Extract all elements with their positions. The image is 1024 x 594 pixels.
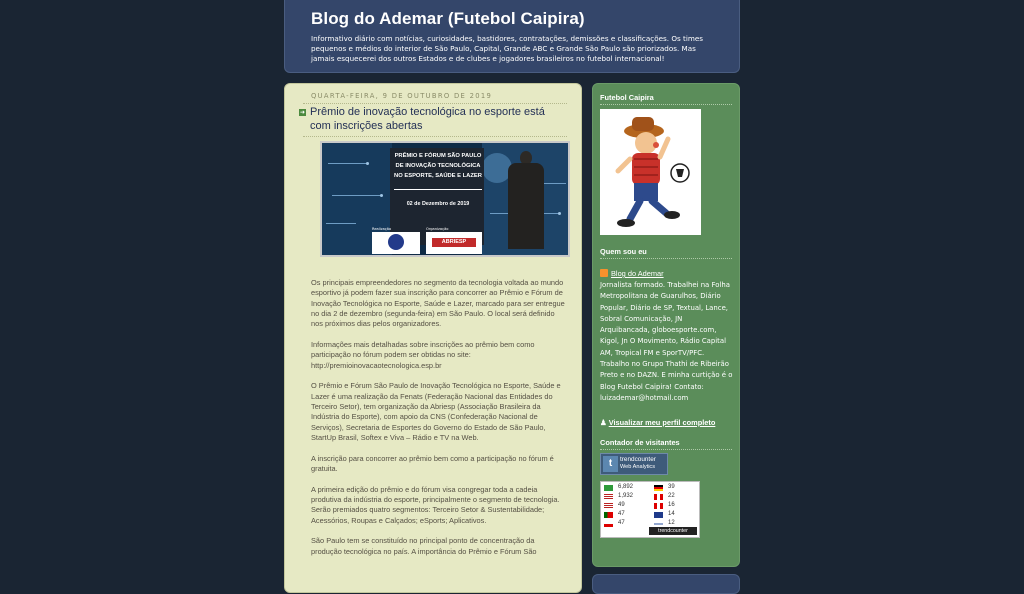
divider bbox=[600, 258, 732, 259]
post-arrow-icon: ➜ bbox=[299, 109, 306, 116]
widget-title-quem-sou-eu: Quem sou eu bbox=[600, 247, 647, 256]
main-column bbox=[284, 83, 582, 593]
banner-date: 02 de Dezembro de 2019 bbox=[406, 201, 470, 207]
mascot-image[interactable] bbox=[600, 109, 701, 235]
counter-row: 49 16 bbox=[604, 502, 698, 510]
post-paragraph: Informações mais detalhadas sobre inscrições ao prêmio bem como participação no fórum podem ser obtidas no site: http://premioinovacaotecnologica.esp.br bbox=[311, 339, 535, 370]
flag-usa-icon bbox=[604, 494, 613, 500]
banner-realizacao-label: Realização bbox=[372, 227, 392, 231]
banner-dot bbox=[558, 212, 561, 215]
view-profile-link[interactable]: ♟ Visualizar meu perfil completo bbox=[600, 418, 716, 427]
blogger-icon bbox=[600, 269, 608, 277]
blog-title[interactable]: Blog do Ademar (Futebol Caipira) bbox=[311, 9, 585, 28]
post-paragraph: O Prêmio e Fórum São Paulo de Inovação Tecnológica no Esporte, Saúde e Lazer é uma realização da Fenats (Federação Nacional das Entidades do Terceiro Setor), tem organização da Abriesp (Associação Brasileira da Indústria do Esporte), com apoio da CNS (Confederação Nacional de Serviços), Secretaria de Esportes do Governo do Estado de São Paulo, StartUp Brasil, Softex e Viva – Rádio e TV na Web. bbox=[311, 381, 561, 442]
post-banner-image[interactable] bbox=[320, 141, 570, 257]
banner-organizacao-label: Organização bbox=[426, 227, 449, 231]
flag-uk-icon bbox=[654, 512, 663, 518]
visitor-counter-table[interactable] bbox=[600, 481, 700, 538]
abriesp-logo: ABRIESP bbox=[426, 232, 482, 254]
post-paragraph: A primeira edição do prêmio e do fórum visa congregar toda a cadeia produtiva da indústria do esporte, principalmente o segmento de tecnologia. Serão premiados quatro segmentos: Terceiro Setor & Sustentabilidade; Acessórios, Roupas e Calçados; eSports; Aplicativos. bbox=[311, 484, 560, 525]
trendcounter-icon: t bbox=[603, 456, 618, 472]
post-title[interactable]: Prêmio de inovação tecnológica no esporte está com inscrições abertas bbox=[310, 106, 545, 132]
banner-circuit-line bbox=[328, 163, 368, 164]
blog-description: Informativo diário com notícias, curiosidades, bastidores, contratações, demissões e classificações. Os times pequenos e médios do interior de São Paulo, Capital, Grande ABC e Grande São Paulo são priorizados. Mas jamais esquecerei dos outros Estados e de clubes e jogadores brasileiros no futebol internacional! bbox=[311, 34, 704, 63]
divider bbox=[600, 449, 732, 450]
counter-row: 47 12 bbox=[604, 520, 698, 528]
banner-dot bbox=[366, 162, 369, 165]
banner-dot bbox=[380, 194, 383, 197]
trendcounter-badge[interactable] bbox=[600, 453, 668, 475]
post-paragraph: A inscrição para concorrer ao prêmio bem como a participação no fórum é gratuita. bbox=[311, 453, 554, 473]
flag-germany-icon bbox=[654, 485, 663, 491]
sidebar-widget-next bbox=[592, 574, 740, 594]
counter-row: 6,892 39 bbox=[604, 484, 698, 492]
seal-icon bbox=[388, 234, 404, 250]
post-body bbox=[311, 278, 567, 568]
blog-header bbox=[284, 0, 740, 73]
banner-circuit-line bbox=[326, 223, 356, 224]
trendcounter-subtitle: Web Analytics bbox=[620, 464, 656, 470]
profile-bio: Jornalista formado. Trabalhei na Folha Metropolitana de Guarulhos, Diário Popular, Diário de SP, Textual, Lance, Sobral Comunicação, JN Arquibancada, globoesporte.com, Kigol, Jn O Movimento, Rádio Capital AM, Tropical FM e SporTV/PFC. Trabalho no Grupo Thathi de Ribeirão Preto e no DAZN. E minha curtição é o Blog Futebol Caipira! Contato: luizademar@hotmail.com bbox=[600, 281, 733, 402]
sidebar bbox=[592, 83, 740, 567]
flag-brazil-icon bbox=[604, 485, 613, 491]
banner-circuit-line bbox=[332, 195, 382, 196]
counter-row: 1,932 22 bbox=[604, 493, 698, 501]
counter-row: 47 14 bbox=[604, 511, 698, 519]
fenats-logo bbox=[372, 232, 420, 254]
caipira-mascot-illustration bbox=[600, 109, 701, 235]
flag-portugal-icon bbox=[604, 512, 613, 518]
trendcounter-footer[interactable]: trendcounter bbox=[649, 527, 697, 535]
post-date: QUARTA-FEIRA, 9 DE OUTUBRO DE 2019 bbox=[311, 92, 493, 100]
profile-name[interactable]: Blog do Ademar bbox=[600, 269, 664, 278]
flag-icon bbox=[604, 503, 613, 509]
banner-title: PRÊMIO E FÓRUM SÃO PAULO DE INOVAÇÃO TECNOLÓGICA NO ESPORTE, SAÚDE E LAZER bbox=[394, 153, 482, 179]
user-icon: ♟ bbox=[600, 418, 607, 427]
widget-title-futebol-caipira: Futebol Caipira bbox=[600, 93, 654, 102]
flag-icon bbox=[604, 521, 613, 527]
widget-title-contador: Contador de visitantes bbox=[600, 438, 680, 447]
post-paragraph: São Paulo tem se constituído no principal ponto de concentração da produção tecnológica no país. A importância do Prêmio e Fórum São bbox=[311, 536, 537, 556]
post-paragraph: Os principais empreendedores no segmento da tecnologia voltada ao mundo esportivo já podem fazer sua inscrição para concorrer ao Prêmio e Fórum de Inovação Tecnológica no Esporte, Saúde e Lazer, marcado para ser entregue no dia 2 de dezembro (segunda-feira) em São Paulo. O local será definido nos próximos dias pelos organizadores. bbox=[311, 278, 565, 329]
divider bbox=[600, 104, 732, 105]
trendcounter-name: trendcounter bbox=[620, 456, 656, 463]
flag-canada-icon bbox=[654, 494, 663, 500]
divider bbox=[303, 103, 567, 104]
flag-icon bbox=[654, 503, 663, 509]
divider bbox=[394, 189, 482, 190]
banner-person bbox=[508, 163, 544, 249]
divider bbox=[303, 136, 567, 137]
